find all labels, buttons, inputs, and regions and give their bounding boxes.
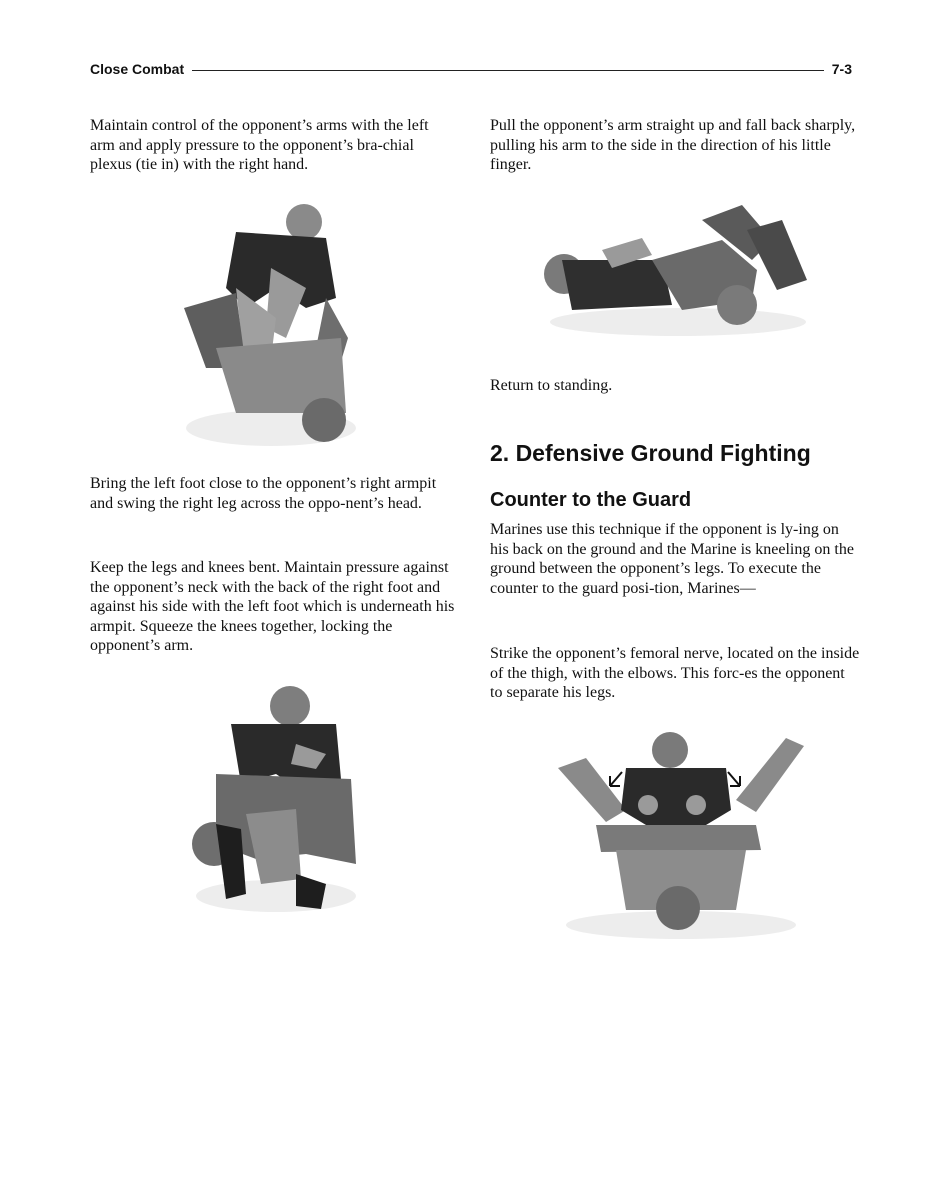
header-section-title: Close Combat <box>90 61 185 77</box>
photo-knees-locked <box>186 684 358 914</box>
right-paragraph-3: Marines use this technique if the opponent is ly-ing on his back on the ground and the Marine is kneeling on the ground between the opponent’s legs. To execute the counter to the guard posi-tion, Marines— <box>490 521 854 597</box>
photo-counter-guard <box>556 730 806 940</box>
photo-tie-in <box>176 198 358 448</box>
running-header <box>90 58 852 80</box>
page-number: 7-3 <box>831 61 852 77</box>
section-heading: 2. Defensive Ground Fighting <box>490 440 811 466</box>
right-paragraph-2: Return to standing. <box>490 377 613 394</box>
left-paragraph-1: Maintain control of the opponent’s arms with the left arm and apply pressure to the opponent’s bra-chial plexus (tie in) with the right hand. <box>90 117 429 174</box>
left-paragraph-2: Bring the left foot close to the opponent’s right armpit and swing the right leg across the oppo-nent’s head. <box>90 475 437 512</box>
right-paragraph-1: Pull the opponent’s arm straight up and fall back sharply, pulling his arm to the side in the direction of his little finger. <box>490 117 856 174</box>
left-paragraph-3: Keep the legs and knees bent. Maintain pressure against the opponent’s neck with the back of the right foot and against his side with the left foot which is underneath his armpit. Squeeze the knees together, locking the opponent’s arm. <box>90 559 455 655</box>
photo-arm-bar <box>542 200 814 340</box>
header-rule <box>192 70 824 71</box>
right-paragraph-4: Strike the opponent’s femoral nerve, located on the inside of the thigh, with the elbows. This forc-es the opponent to separate his legs. <box>490 645 860 702</box>
subsection-heading: Counter to the Guard <box>490 489 692 511</box>
